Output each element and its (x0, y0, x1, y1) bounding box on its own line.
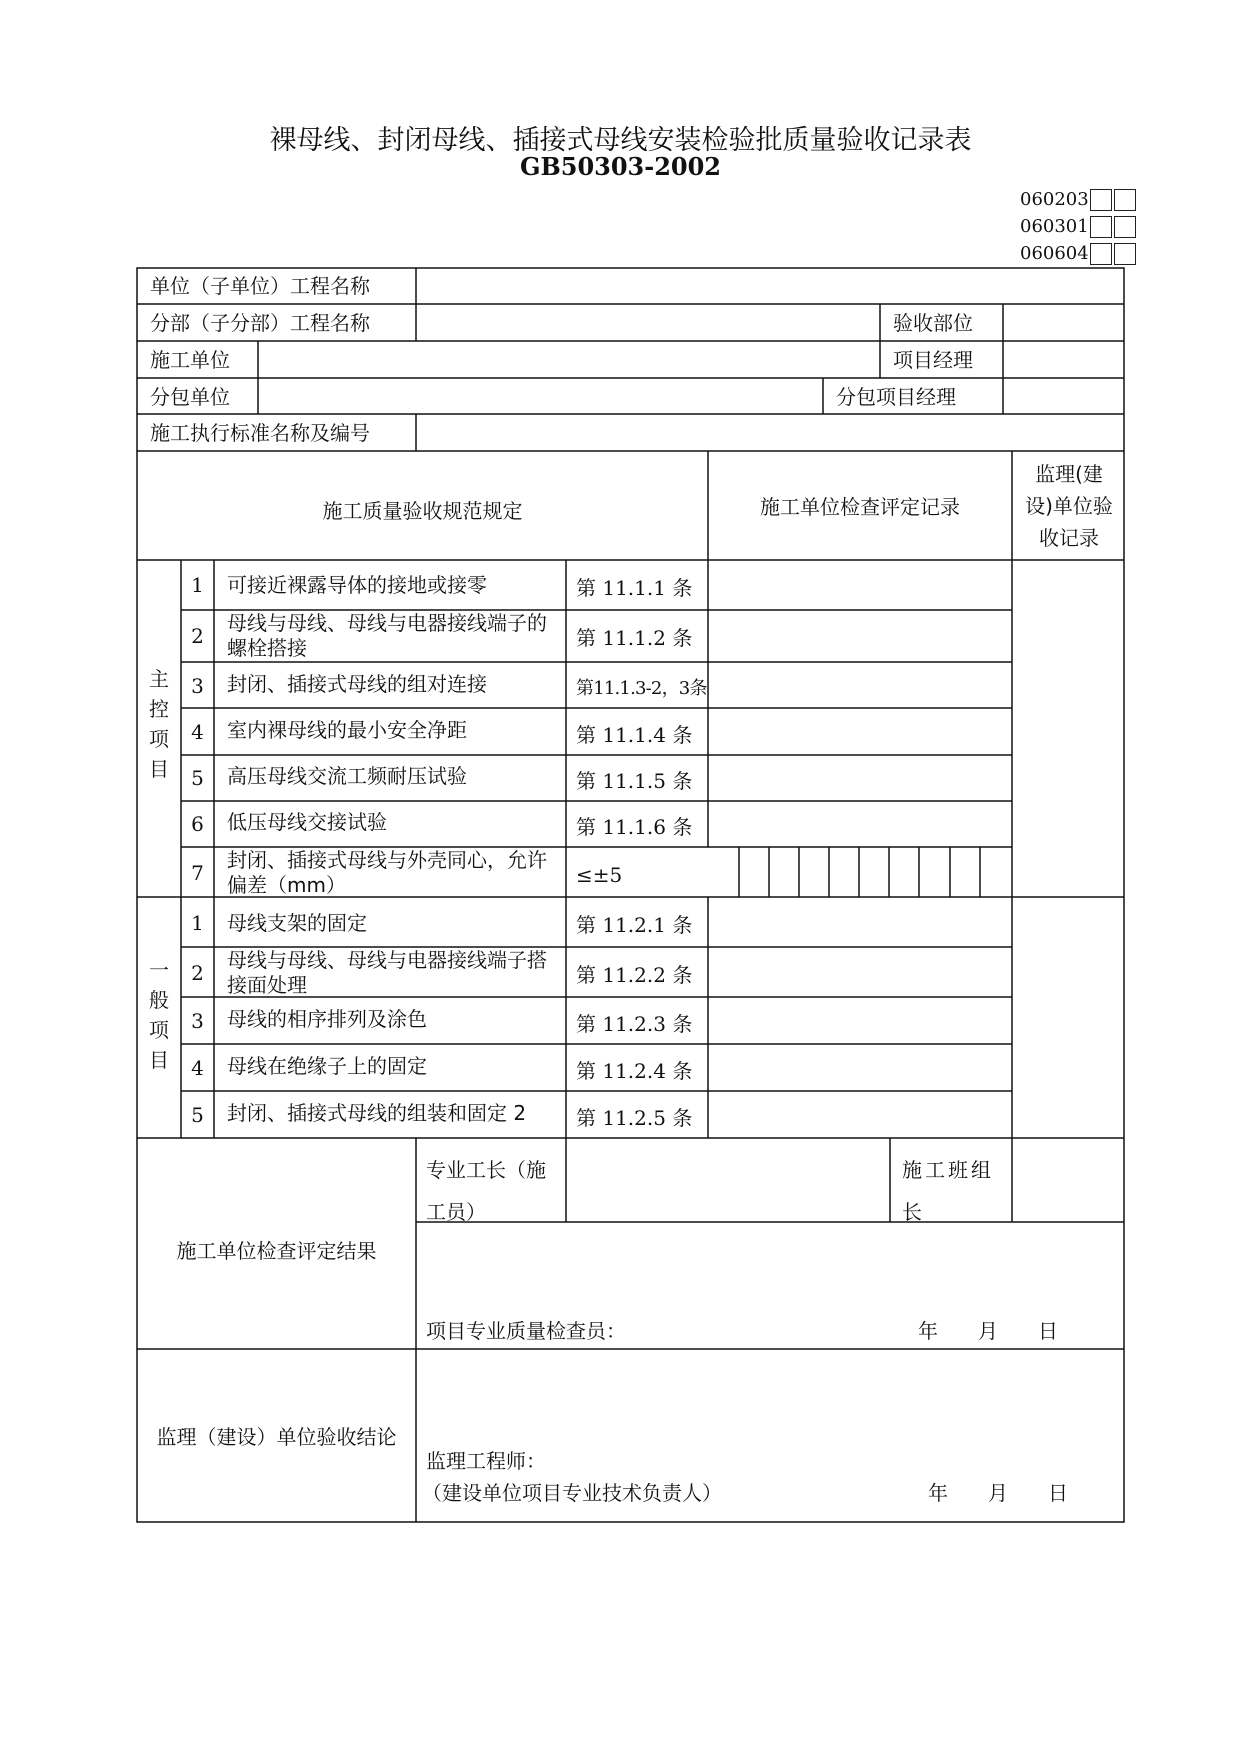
owner-technical-lead-label: （建设单位项目专业技术负责人） (422, 1481, 722, 1505)
main-item-no: 2 (191, 624, 204, 648)
main-item-clause: 第11.1.3-2，3条 (576, 678, 707, 699)
general-item-clause: 第 11.2.3 条 (576, 1012, 693, 1036)
supervising-engineer-label: 监理工程师： (426, 1449, 546, 1473)
main-item-no: 4 (191, 720, 204, 744)
form-code: 060604 (1020, 243, 1089, 264)
main-item-clause: ≤±5 (576, 863, 623, 887)
acceptance-part-label: 验收部位 (893, 311, 973, 335)
general-item-clause: 第 11.2.4 条 (576, 1059, 693, 1083)
general-item-desc: 母线的相序排列及涂色 (227, 1007, 427, 1031)
main-items-group-text: 主控项目 (149, 667, 169, 781)
standard-label: 施工执行标准名称及编号 (150, 421, 370, 445)
construction-unit-label: 施工单位 (150, 348, 230, 372)
unit-project-label: 单位（子单位）工程名称 (150, 274, 370, 298)
inspector-label: 项目专业质量检查员： (426, 1319, 626, 1343)
main-item-desc: 封闭、插接式母线的组对连接 (227, 672, 487, 696)
general-item-desc: 母线与母线、母线与电器接线端子搭接面处理 (227, 948, 547, 997)
main-item-desc: 封闭、插接式母线与外壳同心，允许偏差（mm） (227, 848, 547, 897)
result-label: 施工单位检查评定结果 (176, 1239, 377, 1263)
main-item-clause: 第 11.1.4 条 (576, 723, 693, 747)
main-item-clause: 第 11.1.5 条 (576, 769, 693, 793)
standard-code: GB50303-2002 (519, 152, 722, 181)
project-manager-label: 项目经理 (893, 348, 973, 372)
supervision-label: 监理（建设）单位验收结论 (156, 1425, 397, 1449)
main-item-clause: 第 11.1.1 条 (576, 576, 693, 600)
main-item-clause: 第 11.1.2 条 (576, 626, 693, 650)
supervision-date: 年 月 日 (928, 1481, 1068, 1505)
main-item-clause: 第 11.1.6 条 (576, 815, 693, 839)
main-item-no: 1 (191, 573, 204, 597)
general-items-group-text: 一般项目 (149, 958, 169, 1072)
general-item-clause: 第 11.2.1 条 (576, 913, 693, 937)
main-item-desc: 低压母线交接试验 (227, 810, 387, 834)
check-record-column-header: 施工单位检查评定记录 (760, 495, 960, 519)
general-item-no: 1 (191, 911, 204, 935)
main-item-desc: 高压母线交流工频耐压试验 (227, 764, 467, 788)
form-code: 060301 (1020, 216, 1089, 237)
main-item-no: 6 (191, 812, 204, 836)
general-item-clause: 第 11.2.2 条 (576, 963, 693, 987)
sub-project-label: 分部（子分部）工程名称 (150, 311, 370, 335)
general-item-no: 2 (191, 961, 204, 985)
main-item-no: 3 (191, 674, 204, 698)
result-date: 年 月 日 (918, 1319, 1058, 1343)
team-leader-label: 施工班组长 (902, 1158, 994, 1224)
foreman-label: 专业工长（施工员） (426, 1158, 546, 1224)
general-item-desc: 母线支架的固定 (227, 911, 367, 935)
main-item-no: 5 (191, 766, 204, 790)
subcontract-unit-label: 分包单位 (150, 385, 230, 409)
main-item-no: 7 (191, 861, 204, 885)
general-item-desc: 封闭、插接式母线的组装和固定 2 (227, 1101, 527, 1125)
main-item-desc: 室内裸母线的最小安全净距 (227, 718, 467, 742)
supervisor-record-column-header: 监理(建设)单位验收记录 (1025, 462, 1113, 550)
document-title: 裸母线、封闭母线、插接式母线安装检验批质量验收记录表 (269, 125, 972, 156)
general-item-no: 3 (191, 1009, 204, 1033)
subcontract-manager-label: 分包项目经理 (836, 385, 956, 409)
general-items-group-label (144, 955, 174, 1075)
general-item-no: 5 (191, 1103, 204, 1127)
general-item-no: 4 (191, 1056, 204, 1080)
main-item-desc: 母线与母线、母线与电器接线端子的螺栓搭接 (227, 611, 547, 660)
general-item-desc: 母线在绝缘子上的固定 (227, 1054, 427, 1078)
main-items-group-label (144, 664, 174, 784)
general-item-clause: 第 11.2.5 条 (576, 1106, 693, 1130)
spec-column-header: 施工质量验收规范规定 (322, 499, 523, 523)
form-code: 060203 (1020, 189, 1089, 210)
main-item-desc: 可接近裸露导体的接地或接零 (227, 573, 487, 597)
